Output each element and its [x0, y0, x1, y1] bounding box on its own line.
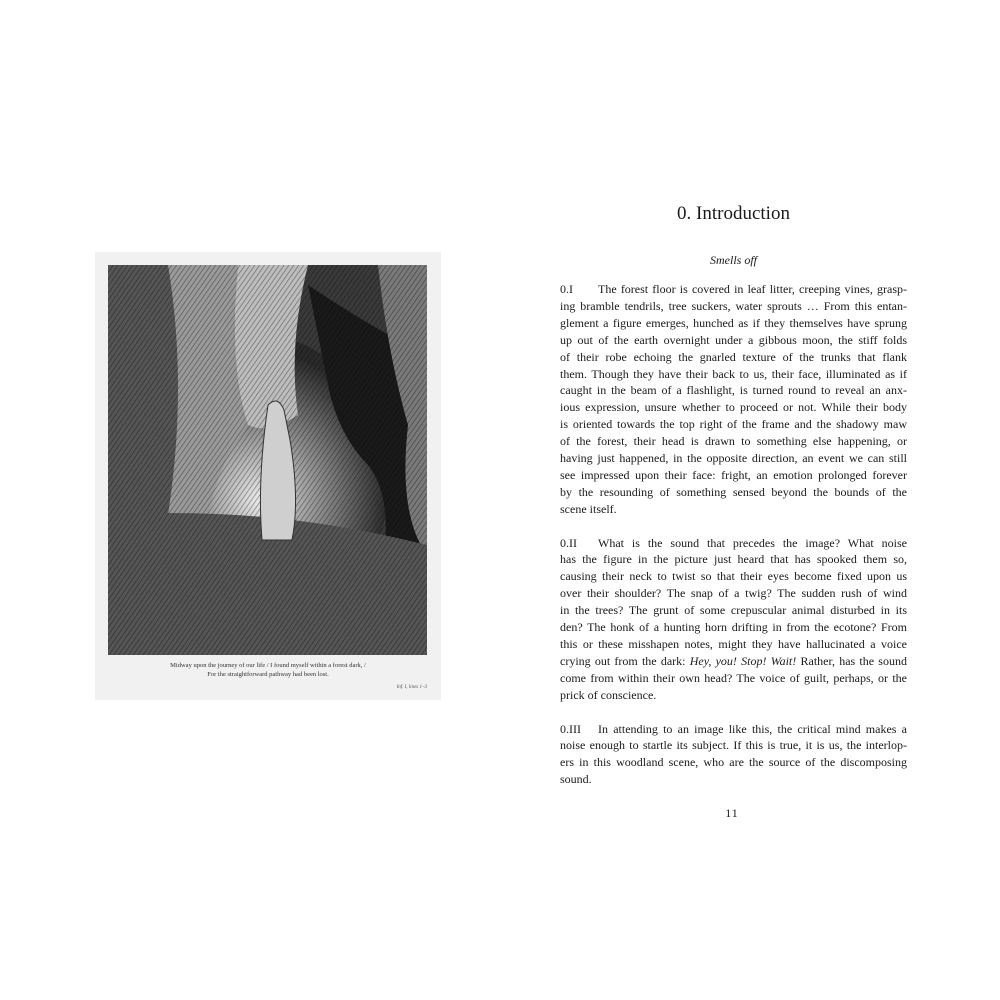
line-text: see impressed upon their face: fright, an emotion prolonged forever [560, 467, 907, 482]
line-text: up out of the earth overnight under a gibbous moon, the stiff folds [560, 332, 907, 347]
line-text: by the resounding of something sensed beyond the bounds of the [560, 484, 907, 499]
paragraph-number: 0.I [560, 282, 573, 296]
text-line [560, 484, 907, 501]
line-text: sound. [560, 772, 592, 787]
text-line [560, 433, 907, 450]
caption-line: Midway upon the journey of our life / I found myself within a forest dark, / [170, 662, 366, 669]
section-subheading: Smells off [710, 253, 757, 267]
line-text: has the figure in the picture just heard that has spooked them so, [560, 552, 907, 567]
text-line [560, 670, 907, 687]
engraving-plate [95, 252, 441, 700]
text-line [560, 298, 907, 315]
text-line [560, 551, 907, 568]
text-line [560, 687, 907, 704]
page-number: 11 [725, 806, 739, 820]
text-line [560, 332, 907, 349]
line-text: over their shoulder? The snap of a twig? The sudden rush of wind [560, 586, 907, 601]
line-text: glement a figure emerges, hunched as if they themselves have sprung [560, 315, 907, 330]
line-text: What is the sound that precedes the image? What noise [598, 535, 907, 550]
text-line [560, 501, 907, 518]
line-text: of the forest, their head is drawn to something else happening, or [560, 434, 907, 449]
plate-credit: Inf. I, lines 1–3 [396, 685, 427, 690]
line-text: causing their neck to twist so that their eyes become fixed upon us [560, 569, 907, 584]
line-text: scene itself. [560, 501, 617, 516]
line-text: noise enough to startle its subject. If this is true, it is us, the interlop- [560, 738, 907, 753]
line-text: in the trees? The grunt of some crepuscular animal disturbed in its [560, 603, 907, 618]
line-text: come from within their own head? The voice of guilt, perhaps, or the [560, 670, 907, 685]
text-line [560, 450, 907, 467]
text-line [560, 366, 907, 383]
line-text: The forest floor is covered in leaf litter, creeping vines, grasp- [598, 282, 907, 296]
line-text: crying out from the dark: Hey, you! Stop! Wait! Rather, has the sound [560, 653, 907, 668]
paragraph-number: 0.II [560, 535, 577, 550]
text-line [560, 535, 907, 552]
text-line [560, 737, 907, 754]
line-text: having just happened, in the opposite direction, an event we can still [560, 451, 907, 466]
caption-line: For the straightforward pathway had been lost. [207, 671, 329, 678]
paragraph-0-ii [560, 535, 907, 704]
forest-engraving-image [108, 265, 427, 655]
paragraph-0-i [560, 281, 907, 518]
line-text: ious expression, unsure whether to proceed or not. While their body [560, 400, 907, 415]
line-text: them. Though they have their back to us, their face, illuminated as if [560, 366, 907, 381]
text-line [560, 349, 907, 366]
line-text: this or these misshapen notes, might they have hallucinated a voice [560, 637, 907, 652]
line-text: is oriented towards the top right of the frame and the shadowy maw [560, 417, 907, 432]
chapter-heading: 0. Introduction [677, 203, 790, 224]
text-line [560, 754, 907, 771]
text-line [560, 399, 907, 416]
text-line [560, 416, 907, 433]
text-line [560, 771, 907, 788]
text-line [560, 653, 907, 670]
text-line [560, 585, 907, 602]
line-text: ers in this woodland scene, who are the source of the discomposing [560, 755, 907, 770]
line-text: of their robe echoing the gnarled texture of the trunks that flank [560, 349, 907, 364]
line-text: prick of conscience. [560, 687, 657, 702]
body-text [560, 281, 907, 805]
plate-caption [95, 661, 441, 679]
text-line [560, 636, 907, 653]
line-text: In attending to an image like this, the critical mind makes a [598, 721, 907, 736]
text-line [560, 619, 907, 636]
text-line [560, 382, 907, 399]
text-line [560, 467, 907, 484]
text-line [560, 602, 907, 619]
text-line [560, 281, 907, 298]
line-text: caught in the beam of a flashlight, is turned round to reveal an anx- [560, 383, 907, 398]
paragraph-number: 0.III [560, 721, 581, 736]
paragraph-0-iii [560, 721, 907, 789]
text-line [560, 721, 907, 738]
text-line [560, 315, 907, 332]
line-text: ing bramble tendrils, tree suckers, water sprouts … From this entan- [560, 298, 907, 313]
text-line [560, 568, 907, 585]
line-text: den? The honk of a hunting horn drifting in from the ecotone? From [560, 620, 907, 635]
